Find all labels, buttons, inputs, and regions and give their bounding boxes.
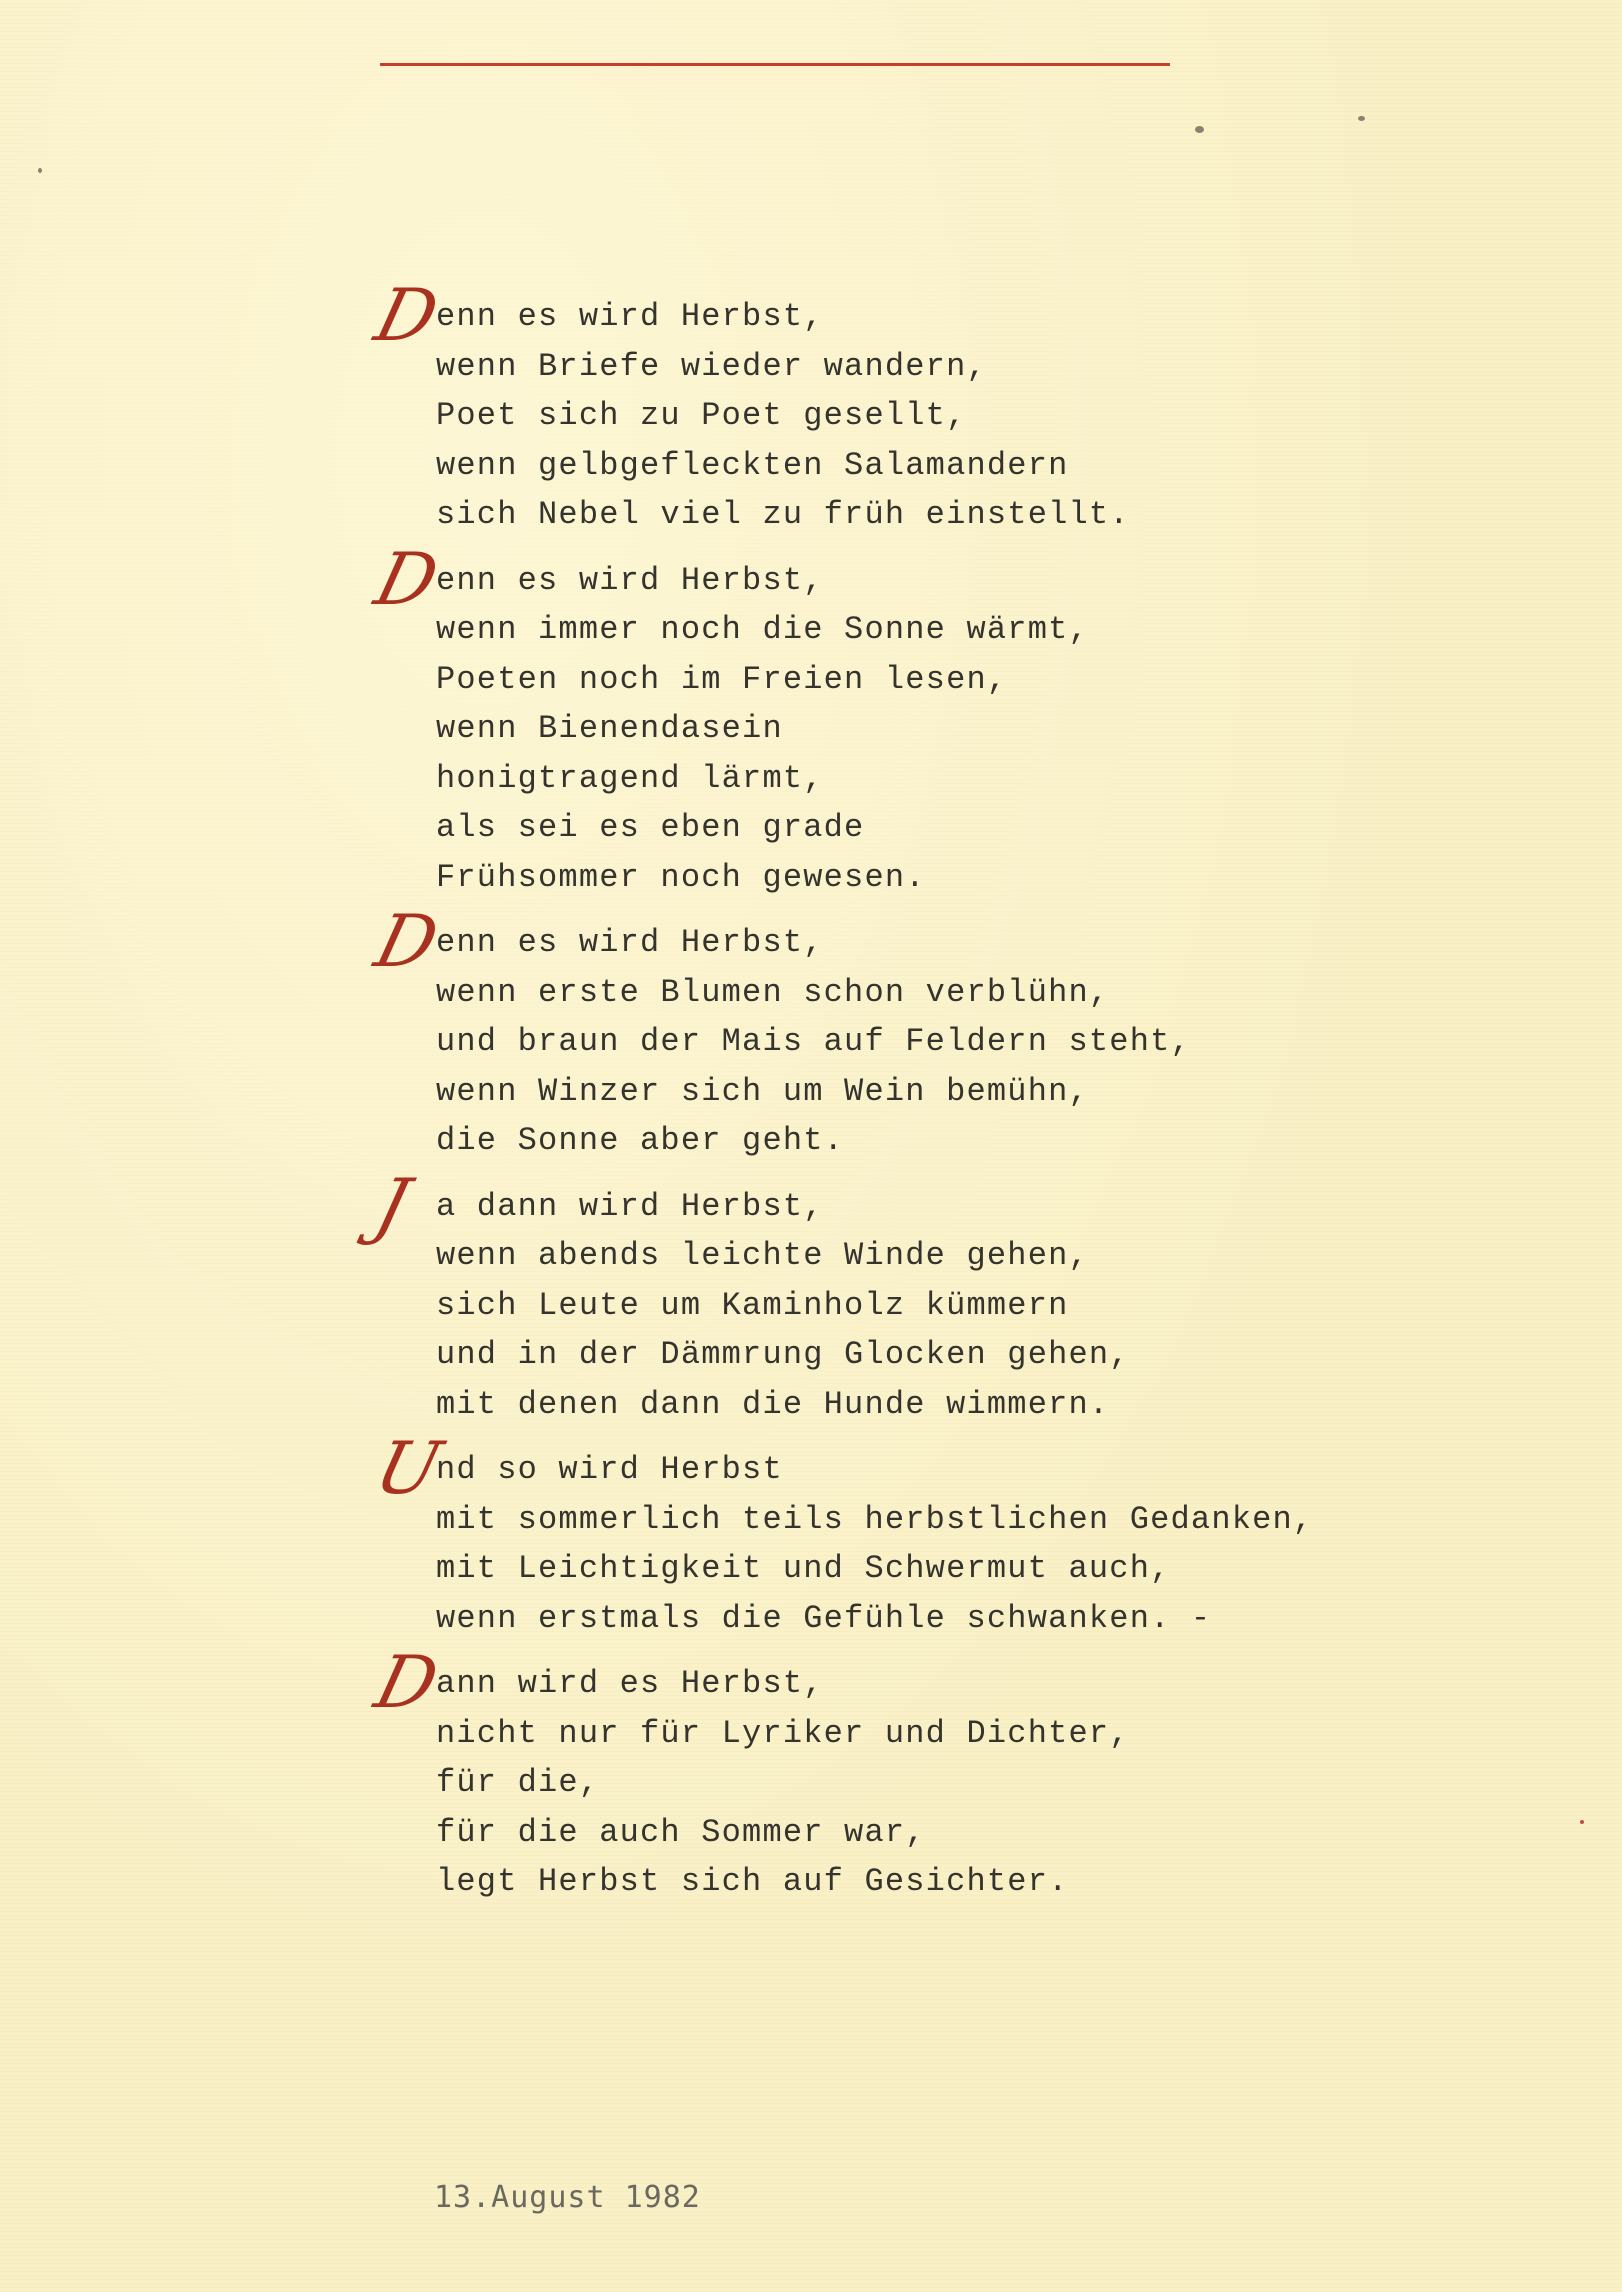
poem-line: nicht nur für Lyriker und Dichter, (436, 1714, 1130, 1752)
poem-line: die Sonne aber geht. (436, 1122, 845, 1159)
poem-line: sich Leute um Kaminholz kümmern (436, 1286, 1069, 1324)
line-text: a dann wird Herbst, (436, 1187, 824, 1225)
poem-line: Frühsommer noch gewesen. (436, 858, 926, 896)
stanza (350, 273, 1350, 540)
poem-line: wenn abends leichte Winde gehen, (436, 1237, 1089, 1274)
poem-line (367, 536, 1350, 621)
poem-line (367, 899, 1350, 983)
stanza (350, 536, 1350, 903)
poem-line: für die, (436, 1764, 600, 1801)
decorative-initial: D (367, 899, 448, 983)
poem-line: und in der Dämmrung Glocken gehen, (436, 1336, 1130, 1373)
poem-line (367, 1426, 1350, 1510)
poem (350, 273, 1350, 1923)
stanza (350, 1640, 1350, 1907)
decorative-initial: D (367, 1640, 448, 1724)
poem-line: sich Nebel viel zu früh einstellt. (436, 496, 1130, 533)
poem-line (367, 273, 1350, 357)
poem-line: mit denen dann die Hunde wimmern. (436, 1385, 1110, 1423)
decorative-initial: U (367, 1426, 451, 1510)
poem-line: mit Leichtigkeit und Schwermut auch, (436, 1550, 1171, 1587)
poem-line (367, 1640, 1350, 1724)
poem-line: und braun der Mais auf Feldern steht, (436, 1023, 1191, 1060)
handwritten-date: 13.August 1982 (434, 2180, 701, 2215)
poem-line: wenn Winzer sich um Wein bemühn, (436, 1072, 1089, 1110)
poem-line: Poet sich zu Poet gesellt, (436, 397, 967, 434)
poem-line: als sei es eben grade (436, 809, 865, 846)
poem-line: wenn gelbgefleckten Salamandern (436, 446, 1069, 484)
poem-line: mit sommerlich teils herbstlichen Gedanken, (436, 1500, 1314, 1538)
red-rule-line (380, 63, 1170, 66)
poem-line: für die auch Sommer war, (436, 1813, 926, 1851)
poem-line: wenn Bienendasein (436, 710, 783, 747)
decorative-initial: D (367, 273, 448, 357)
poem-line: wenn erste Blumen schon verblühn, (436, 973, 1110, 1011)
poem-line: Poeten noch im Freien lesen, (436, 660, 1008, 698)
poem-line: wenn immer noch die Sonne wärmt, (436, 611, 1089, 648)
decorative-initial: D (367, 536, 448, 621)
stanza (350, 899, 1350, 1166)
poem-line: wenn erstmals die Gefühle schwanken. - (436, 1599, 1212, 1637)
paper-speck (1358, 116, 1365, 121)
stanza (350, 1426, 1350, 1643)
line-text: enn es wird Herbst, (436, 298, 824, 335)
paper-speck (1580, 1820, 1584, 1824)
line-text: ann wird es Herbst, (436, 1665, 824, 1702)
paper-speck (1195, 126, 1204, 133)
stanza (350, 1162, 1350, 1430)
paper-speck (38, 168, 42, 173)
decorative-initial: J (367, 1162, 419, 1247)
poem-line: legt Herbst sich auf Gesichter. (436, 1863, 1069, 1900)
line-text: enn es wird Herbst, (436, 924, 824, 961)
poem-line (367, 1162, 1350, 1247)
line-text: nd so wird Herbst (436, 1451, 783, 1488)
poem-line: wenn Briefe wieder wandern, (436, 347, 987, 385)
line-text: enn es wird Herbst, (436, 561, 824, 599)
poem-line: honigtragend lärmt, (436, 759, 824, 797)
